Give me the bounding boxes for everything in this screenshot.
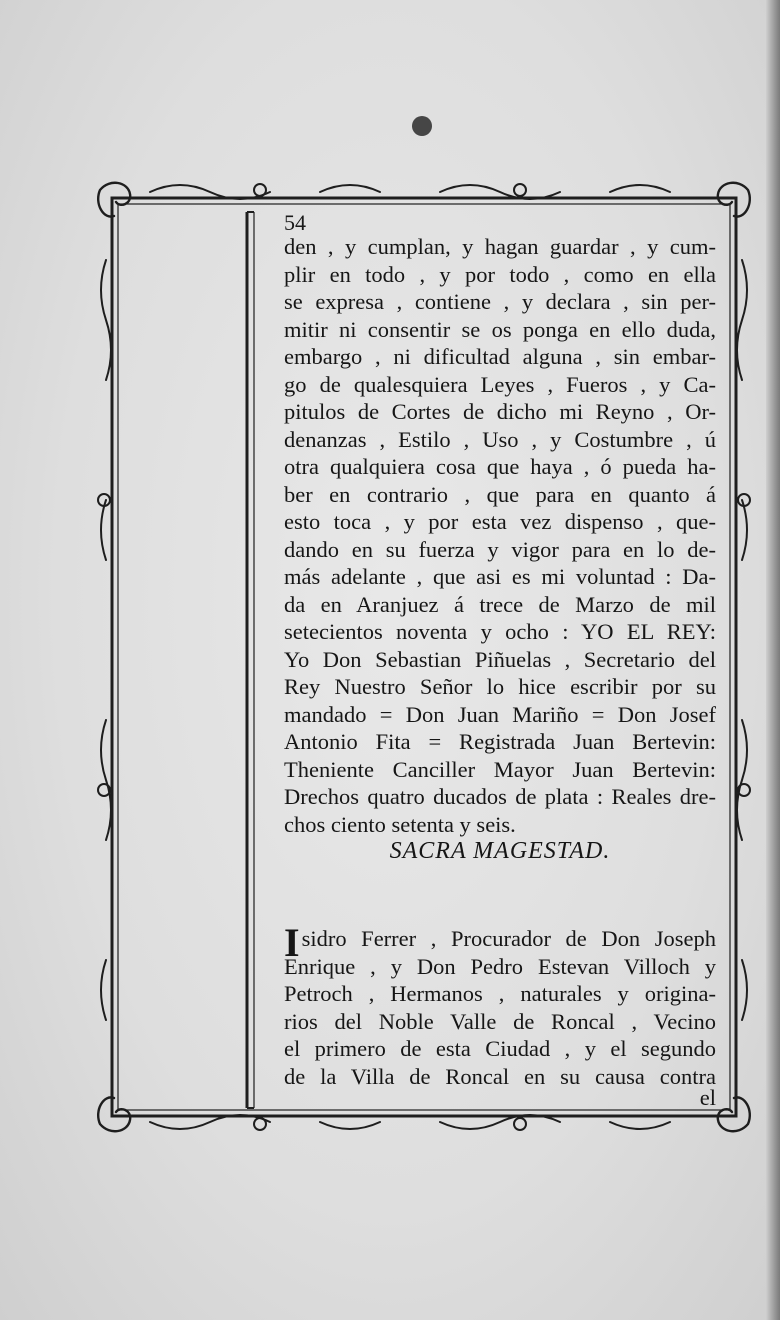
text-line: ber en contrario , que para en quanto á [284,481,716,507]
text-line: denanzas , Estilo , Uso , y Costumbre , ú [284,426,716,452]
text-line: da en Aranjuez á trece de Marzo de mil [284,591,716,617]
text-line: Rey Nuestro Señor lo hice escribir por su [284,674,716,699]
text-line: chos ciento setenta y seis. [284,811,516,837]
text-line: mitir ni consentir se os ponga en ello duda, [284,316,716,342]
text-line: den , y cumplan, y hagan guardar , y cum- [284,234,716,259]
text-line: embargo , ni dificultad alguna , sin embar- [284,344,716,369]
text-line: mandado = Don Juan Mariño = Don Josef [284,701,716,727]
text-line: Antonio Fita = Registrada Juan Bertevin: [284,729,716,754]
section-heading: SACRA MAGESTAD. [389,838,611,864]
drop-cap: I [284,920,300,965]
text-line: Enrique , y Don Pedro Estevan Villoch y [284,953,716,979]
text-line: go de qualesquiera Leyes , Fueros , y Ca- [284,371,716,397]
text-line: dando en su fuerza y vigor para en lo de- [284,536,716,562]
text-line: setecientos noventa y ocho : YO EL REY: [284,619,716,644]
text-line: pitulos de Cortes de dicho mi Reyno , Or- [284,399,716,424]
text-line: se expresa , contiene , y declara , sin per- [284,289,716,314]
text-line: el primero de esta Ciudad , y el segundo [284,1036,716,1061]
body-text [284,233,716,838]
catchword: el [699,1085,716,1110]
text-line: esto toca , y por esta vez dispenso , que- [284,509,716,534]
text-line: sidro Ferrer , Procurador de Don Joseph [301,926,716,951]
text-line: de la Villa de Roncal en su causa contra [284,1063,716,1089]
second-paragraph [284,920,716,1090]
text-line: Yo Don Sebastian Piñuelas , Secretario del [284,646,716,672]
text-line: Drechos quatro ducados de plata : Reales dre- [284,784,716,809]
page-number: 54 [284,210,306,235]
text-line: Theniente Canciller Mayor Juan Bertevin: [284,756,716,782]
text-line: más adelante , que asi es mi voluntad : Da- [284,564,716,589]
text-line: Petroch , Hermanos , naturales y origina- [284,981,716,1006]
text-line: plir en todo , y por todo , como en ella [284,261,716,287]
text-line: otra qualquiera cosa que haya , ó pueda ha- [284,454,716,479]
text-line: rios del Noble Valle de Roncal , Vecino [284,1008,716,1034]
